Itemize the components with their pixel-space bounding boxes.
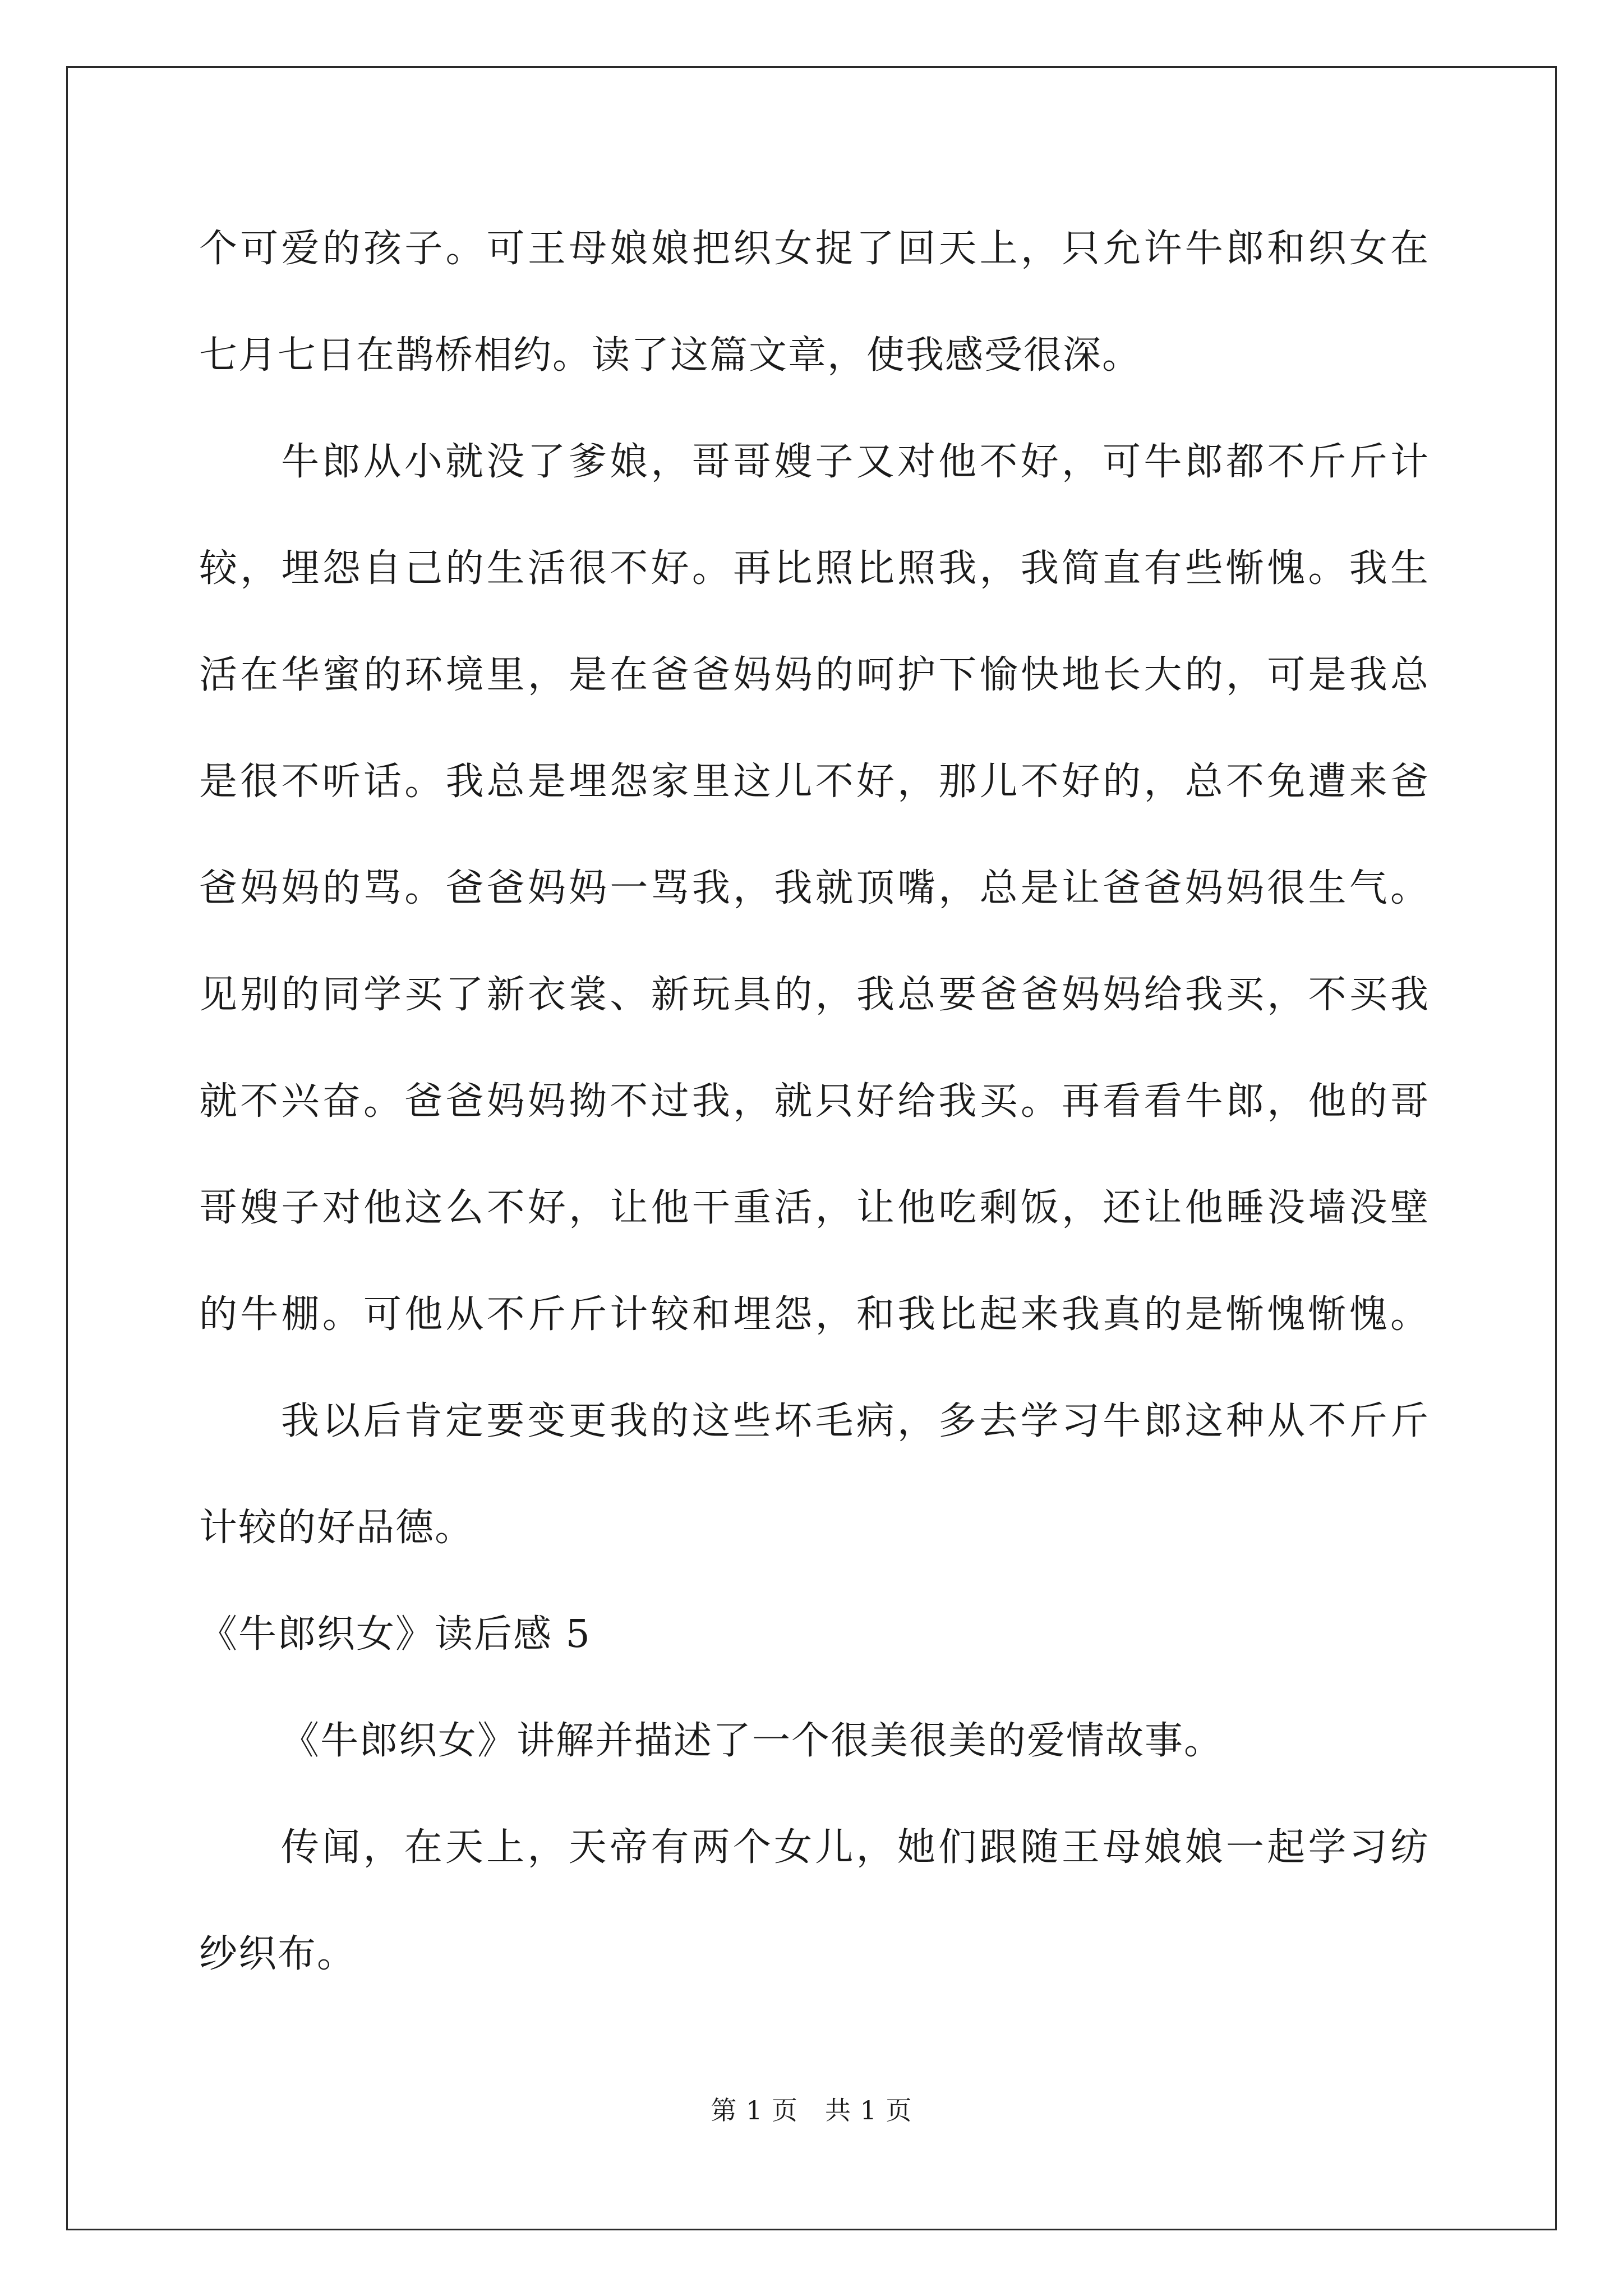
text-line: 传闻，在天上，天帝有两个女儿，她们跟随王母娘娘一起学习纺 bbox=[281, 1825, 1430, 1870]
text-line: 见别的同学买了新衣裳、新玩具的，我总要爸爸妈妈给我买，不买我 bbox=[199, 973, 1430, 1017]
text-line: 七月七日在鹊桥相约。读了这篇文章，使我感受很深。 bbox=[199, 333, 1142, 378]
text-line: 我以后肯定要变更我的这些坏毛病，多去学习牛郎这种从不斤斤 bbox=[281, 1399, 1430, 1443]
page-number-current: 第 1 页 bbox=[711, 2095, 798, 2125]
text-line: 纱织布。 bbox=[199, 1932, 357, 1976]
text-line: 计较的好品德。 bbox=[199, 1506, 474, 1550]
page-number-total: 共 1 页 bbox=[825, 2095, 912, 2125]
text-line: 就不兴奋。爸爸妈妈拗不过我，就只好给我买。再看看牛郎，他的哥 bbox=[199, 1079, 1430, 1124]
text-line: 较，埋怨自己的生活很不好。再比照比照我，我简直有些惭愧。我生 bbox=[199, 546, 1430, 591]
page-border bbox=[66, 66, 1557, 2230]
page-footer bbox=[0, 2090, 1623, 2127]
text-line: 哥嫂子对他这么不好，让他干重活，让他吃剩饭，还让他睡没墙没壁 bbox=[199, 1186, 1430, 1230]
text-line: 《牛郎织女》讲解并描述了一个很美很美的爱情故事。 bbox=[281, 1719, 1224, 1763]
text-line: 个可爱的孩子。可王母娘娘把织女捉了回天上，只允许牛郎和织女在 bbox=[199, 227, 1430, 271]
text-line: 是很不听话。我总是埋怨家里这儿不好，那儿不好的，总不免遭来爸 bbox=[199, 760, 1430, 804]
text-line: 爸妈妈的骂。爸爸妈妈一骂我，我就顶嘴，总是让爸爸妈妈很生气。 bbox=[199, 866, 1430, 910]
text-line: 牛郎从小就没了爹娘，哥哥嫂子又对他不好，可牛郎都不斤斤计 bbox=[281, 440, 1430, 484]
text-line: 的牛棚。可他从不斤斤计较和埋怨，和我比起来我真的是惭愧惭愧。 bbox=[199, 1292, 1430, 1337]
section-heading: 《牛郎织女》读后感 5 bbox=[199, 1612, 591, 1657]
text-line: 活在华蜜的环境里，是在爸爸妈妈的呵护下愉快地长大的，可是我总 bbox=[199, 653, 1430, 697]
